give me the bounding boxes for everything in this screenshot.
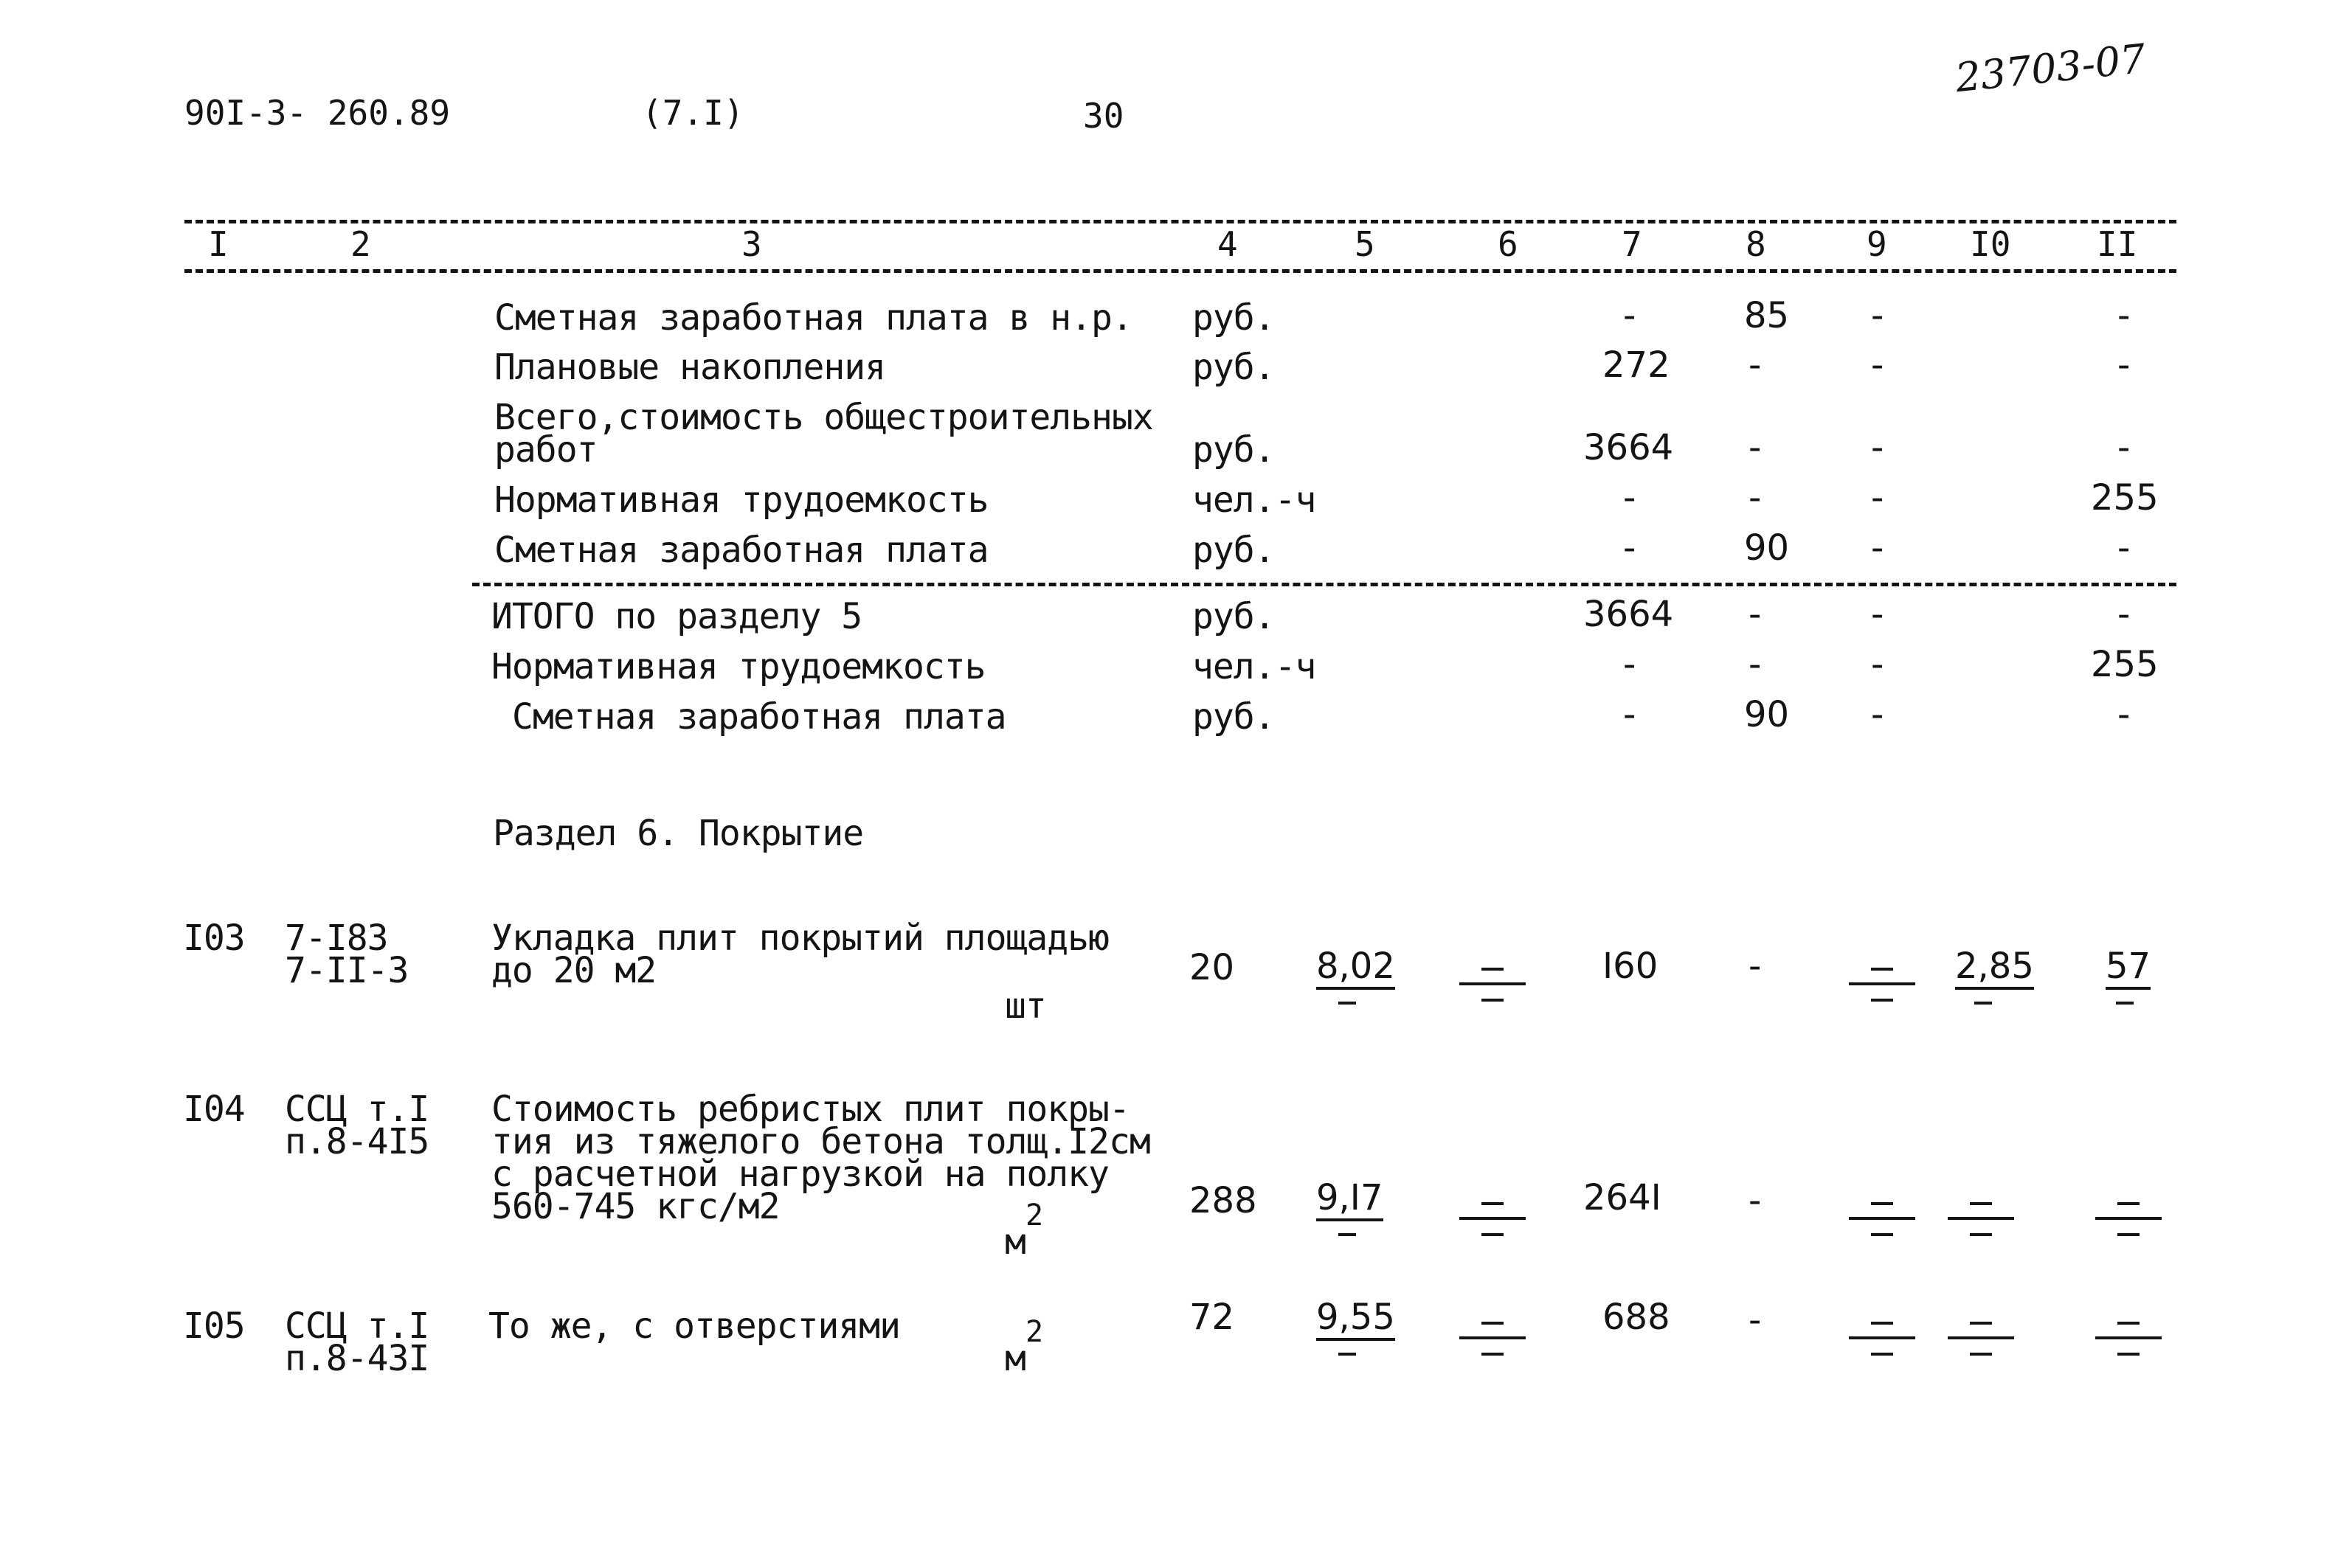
row-col8: - (1749, 427, 1762, 468)
item-description: до 20 м2 (491, 950, 657, 991)
row-col7: 272 (1602, 344, 1670, 386)
section-title: Раздел 6. Покрытие (493, 813, 864, 854)
item-unit-price: 8,02 (1316, 948, 1395, 990)
item-col8: - (1749, 946, 1762, 987)
row-col7: - (1623, 477, 1636, 518)
under-dash (1338, 1002, 1356, 1005)
item-description: Стоимость ребристых плит покры- (491, 1089, 1130, 1130)
row-col7: - (1623, 527, 1636, 569)
item-description: тия из тяжелого бетона толщ.I2см (491, 1121, 1150, 1162)
item-number: I04 (183, 1089, 245, 1130)
col-6-header: 6 (1498, 224, 1518, 264)
item-unit-price: 9,I7 (1316, 1180, 1383, 1221)
item-unit: м (1005, 1221, 1025, 1263)
row-col9: - (1871, 344, 1884, 386)
empty-fraction (1948, 1316, 2014, 1360)
empty-fraction (2095, 1316, 2162, 1360)
item-description: с расчетной нагрузкой на полку (491, 1154, 1109, 1195)
row-col8: 85 (1744, 295, 1790, 336)
header-top-rule (184, 220, 2176, 223)
item-description: 560-745 кгс/м2 (491, 1186, 780, 1227)
row-col8: - (1749, 477, 1762, 518)
page-number: 30 (1083, 96, 1124, 136)
row-name-continued: работ (494, 429, 598, 471)
row-col9: - (1871, 694, 1884, 735)
row-col9: - (1871, 594, 1884, 635)
row-col8: - (1749, 594, 1762, 635)
row-name: Нормативная трудоемкость (491, 646, 986, 687)
item-quantity: 20 (1189, 947, 1235, 988)
col-2-header: 2 (350, 224, 371, 264)
document-part: (7.I) (642, 93, 744, 133)
col-9-header: 9 (1867, 224, 1887, 264)
under-dash (2116, 1002, 2134, 1005)
item-number: I03 (183, 917, 245, 959)
col-1-header: I (208, 224, 229, 264)
item-code: п.8-43I (285, 1338, 429, 1379)
item-unit-superscript: 2 (1025, 1198, 1043, 1232)
row-col7: 3664 (1583, 594, 1674, 635)
col-4-header: 4 (1217, 224, 1238, 264)
item-col11: 57 (2106, 948, 2151, 990)
row-col11: - (2117, 527, 2131, 569)
empty-fraction (1459, 1316, 1526, 1360)
row-col7: - (1623, 694, 1636, 735)
item-total: 264I (1583, 1177, 1661, 1218)
row-col8: 90 (1744, 527, 1790, 569)
row-unit: руб. (1192, 429, 1275, 471)
row-unit: руб. (1192, 530, 1275, 571)
header-bottom-rule (184, 269, 2176, 273)
item-code: ССЦ т.I (285, 1089, 429, 1130)
row-col11: - (2117, 295, 2131, 336)
row-col11: - (2117, 344, 2131, 386)
row-unit: чел.-ч (1192, 479, 1316, 521)
row-col11: - (2117, 694, 2131, 735)
row-name: Сметная заработная плата (494, 530, 989, 571)
item-code: п.8-4I5 (285, 1121, 429, 1162)
item-unit-superscript: 2 (1025, 1315, 1043, 1349)
row-name: Сметная заработная плата в н.р. (494, 297, 1132, 339)
row-col9: - (1871, 295, 1884, 336)
row-col9: - (1871, 644, 1884, 685)
item-total: I60 (1602, 946, 1658, 987)
item-code: 7-II-3 (285, 950, 409, 991)
row-name: Плановые накопления (494, 347, 886, 388)
row-name: Нормативная трудоемкость (494, 479, 989, 521)
empty-fraction (1948, 1196, 2014, 1241)
under-dash (1338, 1233, 1356, 1236)
item-quantity: 288 (1189, 1180, 1257, 1221)
under-dash (1338, 1353, 1356, 1356)
item-code: ССЦ т.I (285, 1305, 429, 1347)
item-description: Укладка плит покрытий площадью (491, 917, 1109, 959)
row-name: ИТОГО по разделу 5 (491, 596, 862, 637)
row-col7: - (1623, 295, 1636, 336)
item-col8: - (1749, 1180, 1762, 1221)
item-code: 7-I83 (285, 917, 388, 959)
document-code: 90I-3- 260.89 (184, 93, 451, 133)
empty-fraction (1849, 1316, 1915, 1360)
row-col9: - (1871, 527, 1884, 569)
row-col11: 255 (2091, 644, 2159, 685)
row-col11: - (2117, 427, 2131, 468)
row-col9: - (1871, 477, 1884, 518)
col-8-header: 8 (1746, 224, 1766, 264)
empty-fraction (1459, 1196, 1526, 1241)
row-col9: - (1871, 427, 1884, 468)
handwritten-stamp: 23703-07 (1953, 35, 2148, 102)
row-col11: - (2117, 594, 2131, 635)
row-col11: 255 (2091, 477, 2159, 518)
col-3-header: 3 (741, 224, 762, 264)
col-11-header: II (2097, 224, 2138, 264)
item-col10: 2,85 (1955, 948, 2034, 990)
totals-divider (472, 583, 2176, 586)
item-quantity: 72 (1189, 1297, 1235, 1338)
row-unit: руб. (1192, 297, 1275, 339)
row-unit: руб. (1192, 696, 1275, 738)
row-unit: чел.-ч (1192, 646, 1316, 687)
empty-fraction (1849, 962, 1915, 1006)
under-dash (1974, 1002, 1992, 1005)
row-col7: - (1623, 644, 1636, 685)
col-10-header: I0 (1970, 224, 2011, 264)
item-unit-price: 9,55 (1316, 1300, 1395, 1341)
row-unit: руб. (1192, 347, 1275, 388)
item-unit: шт (1005, 985, 1046, 1027)
row-col8: 90 (1744, 694, 1790, 735)
item-col8: - (1749, 1300, 1762, 1341)
row-col7: 3664 (1583, 427, 1674, 468)
item-total: 688 (1602, 1297, 1670, 1338)
row-name: Сметная заработная плата (512, 696, 1006, 738)
item-unit: м (1005, 1338, 1025, 1379)
row-col8: - (1749, 344, 1762, 386)
item-description: То же, с отверстиями (488, 1305, 900, 1347)
row-unit: руб. (1192, 596, 1275, 637)
row-name: Всего,стоимость общестроительных (494, 397, 1153, 438)
col-7-header: 7 (1622, 224, 1642, 264)
empty-fraction (2095, 1196, 2162, 1241)
empty-fraction (1459, 962, 1526, 1006)
col-5-header: 5 (1355, 224, 1375, 264)
item-number: I05 (183, 1305, 245, 1347)
empty-fraction (1849, 1196, 1915, 1241)
row-col8: - (1749, 644, 1762, 685)
